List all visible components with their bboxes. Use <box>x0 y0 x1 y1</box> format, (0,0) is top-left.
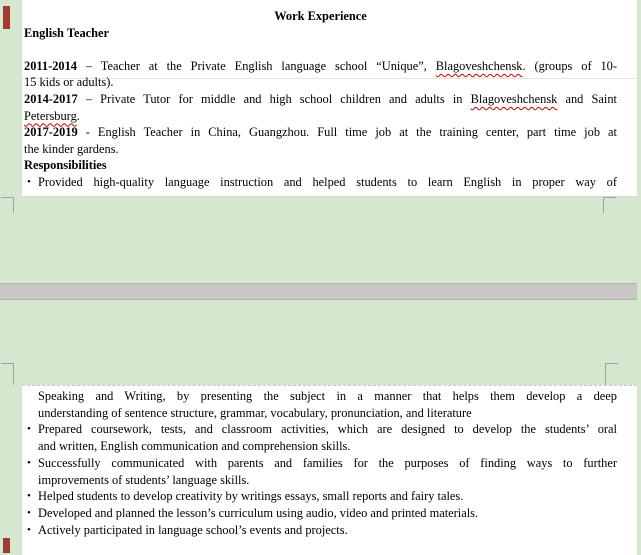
text-segment: . <box>76 108 80 123</box>
text-line <box>24 124 617 141</box>
text-line <box>24 388 617 405</box>
text-line <box>24 74 617 91</box>
text-line <box>24 438 617 455</box>
red-edge-marker-bottom <box>3 538 10 553</box>
text-segment: 15 kids or adults). <box>24 75 114 90</box>
text-segment: the kinder gardens. <box>24 141 119 156</box>
bullet-icon: • <box>27 506 31 519</box>
bullet-line <box>24 455 617 472</box>
text-segment: English Teacher <box>24 25 110 40</box>
bullet-icon: • <box>27 456 31 469</box>
text-line <box>24 8 617 25</box>
text-segment: . (groups of 10- <box>522 58 617 73</box>
text-segment: 2014-2017 <box>24 91 86 106</box>
bullet-line <box>24 505 617 522</box>
page2-top-left-crop-mark <box>1 363 14 385</box>
text-segment: – Private Tutor for middle and high school children and adults in <box>85 91 471 106</box>
page1-bottom-right-crop-mark <box>603 197 616 213</box>
bullet-icon: • <box>27 175 31 188</box>
text-line <box>24 472 617 489</box>
page-break-gap <box>0 283 641 300</box>
bullet-icon: • <box>27 490 31 503</box>
document-page-1-text-area[interactable] <box>22 0 637 197</box>
misspelled-word: Petersburg <box>24 108 77 123</box>
text-line <box>24 157 617 174</box>
document-page-2-text-area[interactable] <box>22 385 637 555</box>
text-line <box>24 405 617 422</box>
bullet-icon: • <box>27 423 31 436</box>
text-segment: 2011-2014 <box>24 58 86 73</box>
text-segment: Developed and planned the lesson’s curriculum using audio, video and printed materials. <box>38 505 479 520</box>
text-segment: and written, English communication and comprehension skills. <box>38 439 351 454</box>
bullet-line <box>24 488 617 505</box>
text-segment: - English Teacher in China, Guangzhou. Full time job at the training center, part time job at <box>85 125 617 140</box>
text-line <box>24 91 617 108</box>
text-segment: improvements of students’ language skills. <box>38 472 250 487</box>
bullet-line <box>24 174 617 191</box>
text-line <box>24 25 617 42</box>
text-line <box>24 108 617 125</box>
text-segment: Provided high-quality language instruction and helped students to learn English in proper way of <box>38 174 617 189</box>
text-segment: Successfully communicated with parents and families for the purposes of finding ways to further <box>38 455 617 470</box>
red-edge-marker-top <box>3 6 10 29</box>
misspelled-word: Blagoveshchensk <box>470 91 558 106</box>
text-segment: Prepared coursework, tests, and classroom activities, which are designed to develop the students’ oral <box>38 422 617 437</box>
text-segment: Work Experience <box>274 9 367 23</box>
page1-bottom-left-crop-mark <box>1 197 14 213</box>
text-segment: Speaking and Writing, by presenting the subject in a manner that helps them develop a deep <box>38 389 617 403</box>
text-segment: – Teacher at the Private English language school “Unique”, <box>85 58 436 73</box>
bullet-icon: • <box>27 523 31 536</box>
text-line <box>24 141 617 158</box>
page2-top-right-crop-mark <box>605 363 618 385</box>
text-line <box>24 58 617 75</box>
bullet-line <box>24 421 617 438</box>
text-segment: Responsibilities <box>24 158 107 173</box>
text-segment: Actively participated in language school’s events and projects. <box>38 522 348 537</box>
bullet-line <box>24 522 617 539</box>
right-margin-strip <box>637 0 641 555</box>
text-segment: Helped students to develop creativity by writings essays, small reports and fairy tales. <box>38 489 464 504</box>
text-segment: 2017-2019 <box>24 125 86 140</box>
misspelled-word: Blagoveshchensk <box>435 58 523 73</box>
text-segment: understanding of sentence structure, grammar, vocabulary, pronunciation, and literature <box>38 405 472 420</box>
blank-line <box>24 41 617 58</box>
text-segment: and Saint <box>557 91 617 106</box>
